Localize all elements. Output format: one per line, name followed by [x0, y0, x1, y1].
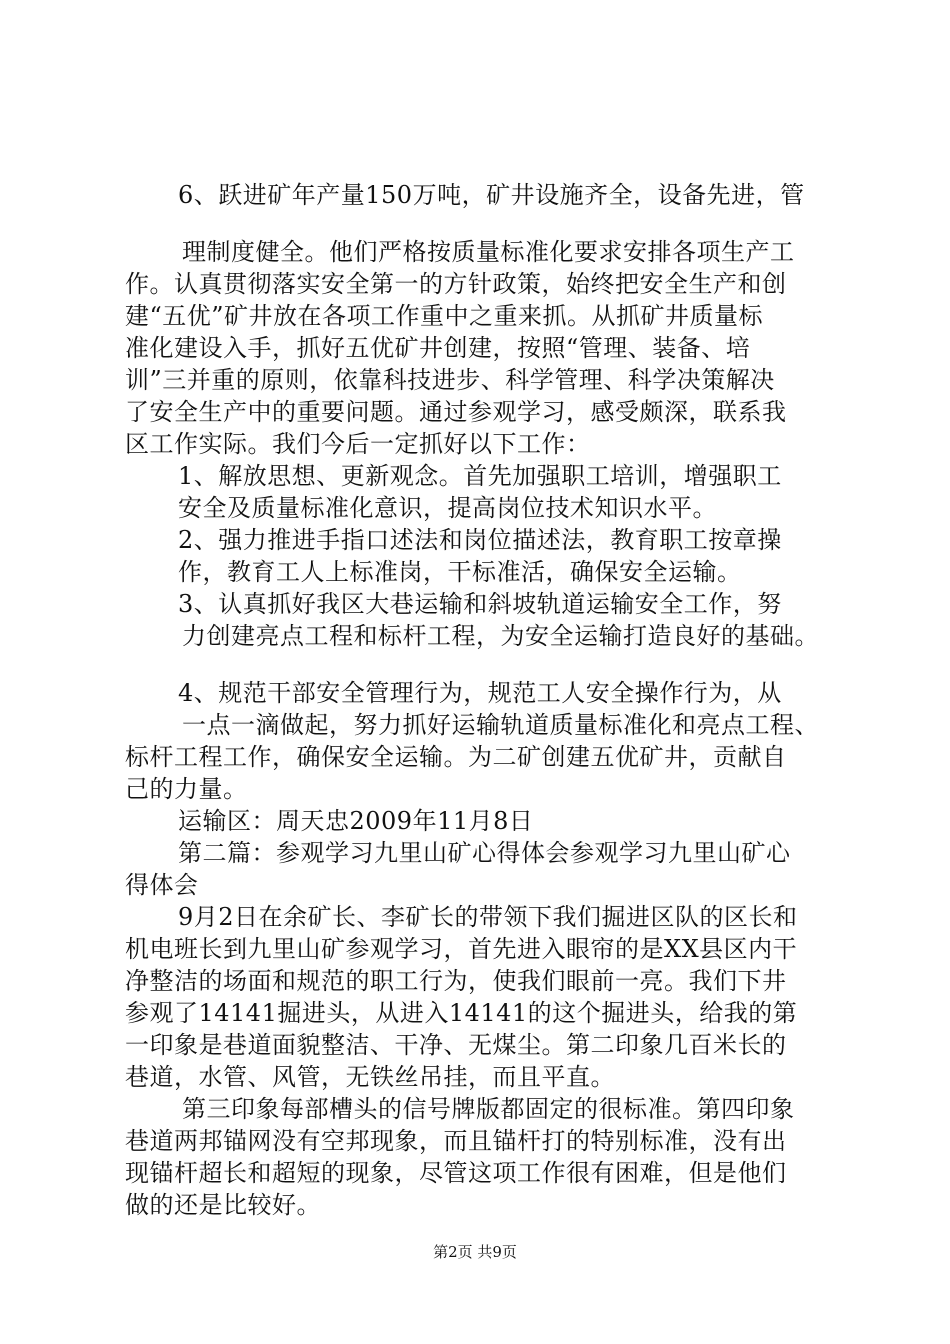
text-line-9: 1、解放思想、更新观念。首先加强职工培训，增强职工 — [178, 462, 782, 490]
text-line-23: 机电班长到九里山矿参观学习，首先进入眼帘的是XX县区内干 — [125, 935, 798, 963]
text-line-29: 巷道两邦锚网没有空邦现象，而且锚杆打的特别标准，没有出 — [125, 1127, 787, 1155]
text-line-13: 3、认真抓好我区大巷运输和斜坡轨道运输安全工作，努 — [178, 590, 782, 618]
text-line-15: 4、规范干部安全管理行为，规范工人安全操作行为，从 — [178, 679, 782, 707]
text-line-19: 运输区：周天忠2009年11月8日 — [178, 807, 534, 835]
page-footer: 第2页 共9页 — [433, 1243, 517, 1261]
text-line-18: 己的力量。 — [125, 775, 248, 803]
text-line-1: 6、跃进矿年产量150万吨，矿井设施齐全，设备先进，管 — [178, 181, 805, 209]
text-line-10: 安全及质量标准化意识，提高岗位技术知识水平。 — [178, 494, 717, 522]
text-line-16: 一点一滴做起，努力抓好运输轨道质量标准化和亮点工程、 — [182, 711, 819, 739]
text-line-31: 做的还是比较好。 — [125, 1191, 321, 1219]
text-line-5: 准化建设入手，抓好五优矿井创建，按照“管理、装备、培 — [125, 334, 751, 362]
text-line-6: 训”三并重的原则，依靠科技进步、科学管理、科学决策解决 — [125, 366, 775, 394]
text-line-30: 现锚杆超长和超短的现象，尽管这项工作很有困难，但是他们 — [125, 1159, 787, 1187]
text-line-25: 参观了14141掘进头，从进入14141的这个掘进头，给我的第 — [125, 999, 798, 1027]
text-line-21: 得体会 — [125, 871, 199, 899]
text-line-24: 净整洁的场面和规范的职工行为，使我们眼前一亮。我们下井 — [125, 967, 787, 995]
text-line-3: 作。认真贯彻落实安全第一的方针政策，始终把安全生产和创 — [125, 270, 787, 298]
text-line-12: 作，教育工人上标准岗，干标准活，确保安全运输。 — [178, 558, 742, 586]
text-line-14: 力创建亮点工程和标杆工程，为安全运输打造良好的基础。 — [182, 622, 819, 650]
text-line-22: 9月2日在余矿长、李矿长的带领下我们掘进区队的区长和 — [178, 903, 798, 931]
text-line-7: 了安全生产中的重要问题。通过参观学习，感受颇深，联系我 — [125, 398, 787, 426]
text-line-28: 第三印象每部槽头的信号牌版都固定的很标准。第四印象 — [182, 1095, 795, 1123]
text-line-4: 建“五优”矿井放在各项工作重中之重来抓。从抓矿井质量标 — [125, 302, 764, 330]
text-line-26: 一印象是巷道面貌整洁、干净、无煤尘。第二印象几百米长的 — [125, 1031, 787, 1059]
text-line-8: 区工作实际。我们今后一定抓好以下工作： — [125, 430, 591, 458]
text-line-27: 巷道，水管、风管，无铁丝吊挂，而且平直。 — [125, 1063, 615, 1091]
text-line-2: 理制度健全。他们严格按质量标准化要求安排各项生产工 — [182, 238, 795, 266]
text-line-11: 2、强力推进手指口述法和岗位描述法，教育职工按章操 — [178, 526, 782, 554]
text-line-17: 标杆工程工作，确保安全运输。为二矿创建五优矿井，贡献自 — [125, 743, 787, 771]
text-line-20: 第二篇：参观学习九里山矿心得体会参观学习九里山矿心 — [178, 839, 791, 867]
